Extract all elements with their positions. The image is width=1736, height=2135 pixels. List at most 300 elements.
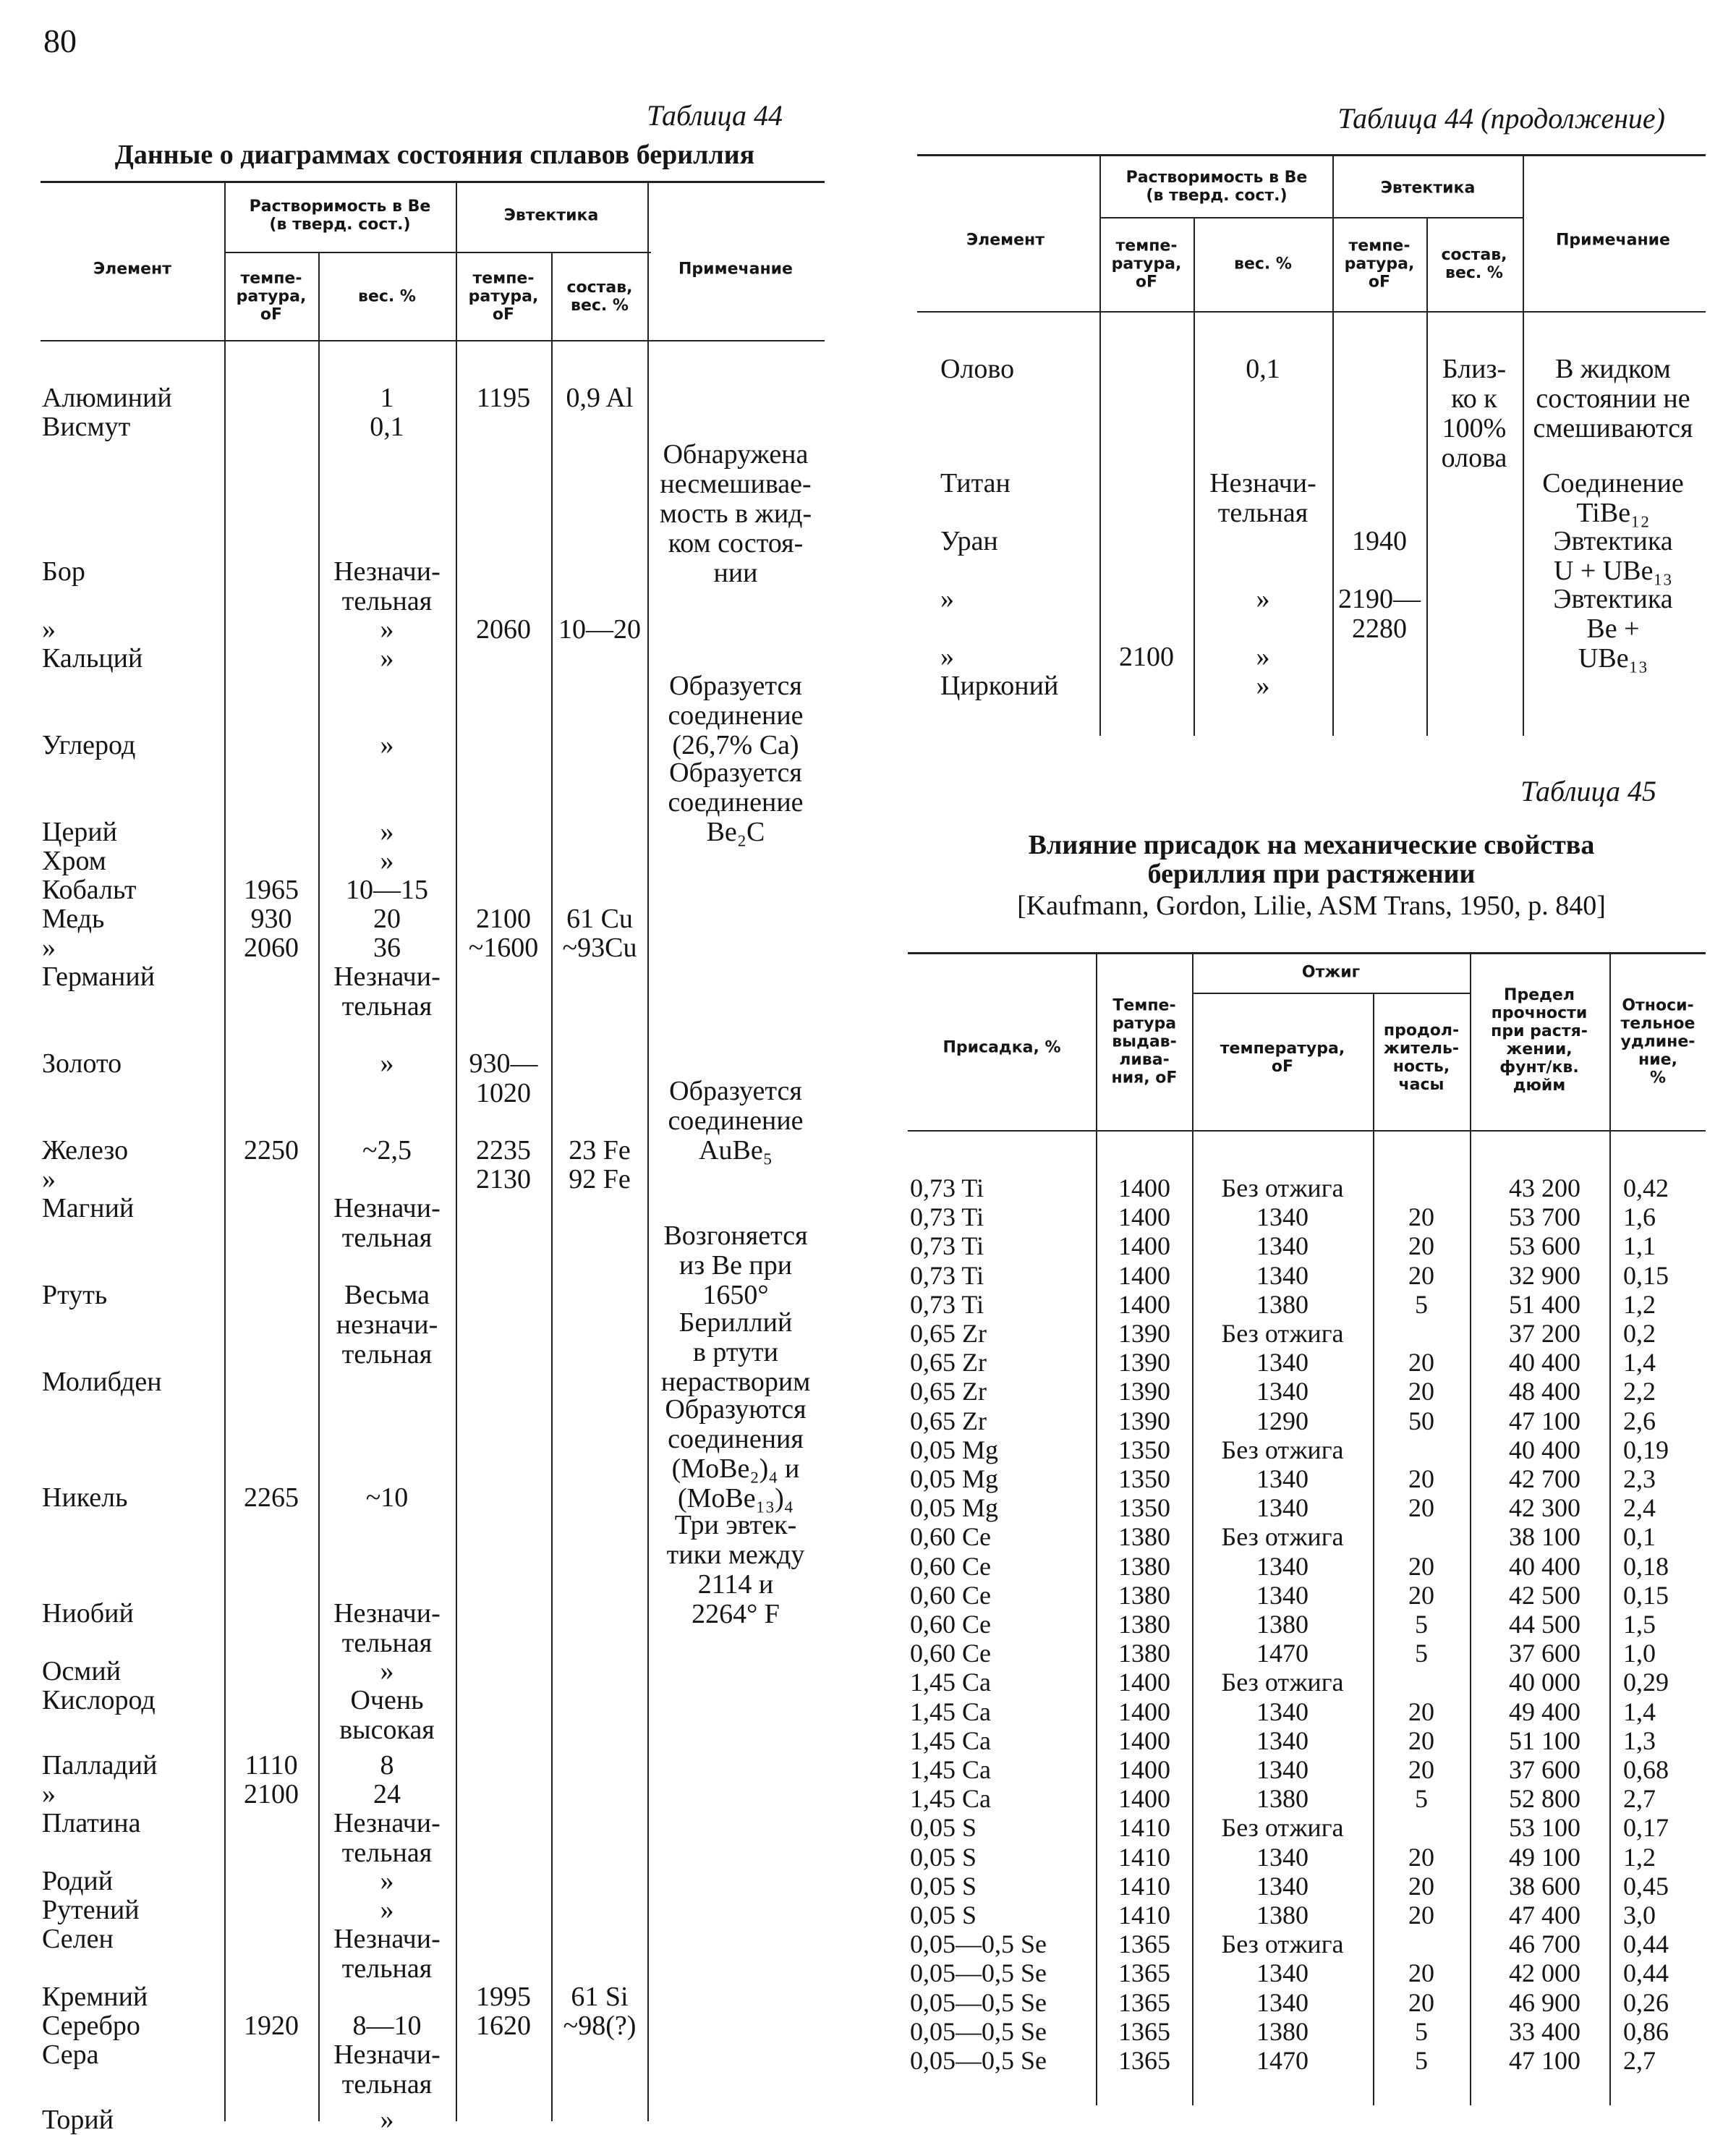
t44-element: » xyxy=(42,1164,56,1194)
t45-strength: 47 100 xyxy=(1509,1406,1580,1435)
t45-strength: 32 900 xyxy=(1509,1260,1580,1290)
t44-temp: 2060 xyxy=(244,933,299,963)
t45-elongation: 2,3 xyxy=(1623,1464,1656,1493)
t44c-header-eut-temp: темпе- ратура, oF xyxy=(1344,237,1415,292)
t45-additive: 0,05 S xyxy=(910,1901,977,1930)
t45-extrusion-temp: 1350 xyxy=(1118,1435,1170,1464)
t44-eut-comp: 10—20 xyxy=(558,614,641,645)
t45-elongation: 0,86 xyxy=(1623,2016,1669,2046)
t45-strength: 33 400 xyxy=(1509,2016,1580,2046)
t45-anneal-temp: Без отжига xyxy=(1221,1522,1344,1552)
t44c-temp: 2100 xyxy=(1119,642,1174,672)
t45-anneal-temp: Без отжига xyxy=(1221,1930,1344,1959)
t45-extrusion-temp: 1400 xyxy=(1118,1726,1170,1755)
t44-wt: Весьма незначи- тельная xyxy=(336,1280,438,1370)
t45-elongation: 1,4 xyxy=(1623,1697,1656,1726)
t45-strength: 53 600 xyxy=(1509,1231,1580,1261)
t44-element: Ниобий xyxy=(42,1598,134,1629)
t45-anneal-time: 20 xyxy=(1408,1580,1434,1610)
t45-anneal-time: 5 xyxy=(1415,2016,1428,2046)
t44c-top-rule xyxy=(917,154,1706,156)
t45-extrusion-temp: 1380 xyxy=(1118,1551,1170,1581)
t44-header-eutectic: Эвтектика xyxy=(503,206,599,225)
t45-elongation: 2,7 xyxy=(1623,2046,1656,2075)
t45-anneal-time: 5 xyxy=(1415,1639,1428,1668)
t44-element: Германий xyxy=(42,962,156,992)
t45-elongation: 2,2 xyxy=(1623,1377,1656,1406)
t45-elongation: 0,29 xyxy=(1623,1668,1669,1697)
t45-anneal-temp: 1340 xyxy=(1256,1842,1309,1872)
t44-element: Осмий xyxy=(42,1656,122,1686)
t45-extrusion-temp: 1365 xyxy=(1118,2016,1170,2046)
t45-additive: 0,73 Ti xyxy=(910,1289,984,1319)
t44-wt: ~2,5 xyxy=(362,1135,412,1166)
t44-vline-2 xyxy=(318,253,320,2121)
t44-wt: » xyxy=(380,730,394,760)
t44-note: Образуется соединение AuBe₅ xyxy=(668,1076,804,1166)
t44-vline-1 xyxy=(224,182,226,2121)
t45-extrusion-temp: 1410 xyxy=(1118,1842,1170,1872)
t45-extrusion-temp: 1410 xyxy=(1118,1901,1170,1930)
t45-extrusion-temp: 1400 xyxy=(1118,1289,1170,1319)
t45-anneal-time: 20 xyxy=(1408,1551,1434,1581)
t44-wt: » xyxy=(380,1866,394,1896)
t45-anneal-time: 5 xyxy=(1415,1610,1428,1639)
t45-strength: 51 400 xyxy=(1509,1289,1580,1319)
t45-extrusion-temp: 1400 xyxy=(1118,1668,1170,1697)
t45-extrusion-temp: 1390 xyxy=(1118,1406,1170,1435)
t44c-note: Эвтектика U + UBe₁₃ xyxy=(1553,526,1673,586)
t44-wt: » xyxy=(380,2105,394,2135)
t45-anneal-temp: 1340 xyxy=(1256,1697,1309,1726)
t44-wt: » xyxy=(380,846,394,876)
t44-header-wt: вес. % xyxy=(358,287,416,306)
t45-anneal-time: 20 xyxy=(1408,1260,1434,1290)
t45-anneal-temp: 1470 xyxy=(1256,1639,1309,1668)
t45-extrusion-temp: 1365 xyxy=(1118,1930,1170,1959)
t44-header-eut-comp: состав, вес. % xyxy=(566,279,633,315)
t44c-vline-5 xyxy=(1523,156,1524,736)
t44-eut-temp: ~1600 xyxy=(468,933,539,963)
t44-header-element: Элемент xyxy=(93,260,172,279)
t44c-element: » xyxy=(940,642,954,672)
t44-note: Бериллий в ртути нерастворим xyxy=(660,1307,811,1397)
t44-header-solubility: Растворимость в Be (в тверд. сост.) xyxy=(249,198,431,234)
t45-elongation: 3,0 xyxy=(1623,1901,1656,1930)
t45-anneal-time: 50 xyxy=(1408,1406,1434,1435)
t44-wt: Незначи- тельная xyxy=(333,2040,441,2100)
t44-temp: 930 xyxy=(250,904,292,934)
t45-additive: 0,73 Ti xyxy=(910,1173,984,1202)
t44c-element: Олово xyxy=(940,354,1015,384)
t45-extrusion-temp: 1380 xyxy=(1118,1522,1170,1552)
t45-strength: 46 700 xyxy=(1509,1930,1580,1959)
t44-element: Золото xyxy=(42,1048,122,1079)
table45-title-line2: бериллия при растяжении xyxy=(1147,859,1476,889)
t44-element: Платина xyxy=(42,1808,141,1838)
t44-note: Образуется соединение (26,7% Ca) xyxy=(668,671,804,760)
t45-elongation: 1,2 xyxy=(1623,1289,1656,1319)
t44-note: Образуется соединение Be₂C xyxy=(668,757,804,847)
t44-element: » xyxy=(42,933,56,963)
t45-vline-3 xyxy=(1373,994,1374,2105)
t45-elongation: 2,4 xyxy=(1623,1493,1656,1523)
t45-strength: 51 100 xyxy=(1509,1726,1580,1755)
t45-additive: 1,45 Ca xyxy=(910,1697,991,1726)
t44-eut-comp: 92 Fe xyxy=(569,1164,631,1194)
t45-anneal-temp: Без отжига xyxy=(1221,1319,1344,1348)
t44-wt: » xyxy=(380,1895,394,1925)
t44-wt: 8 xyxy=(380,1750,394,1780)
t45-top-rule xyxy=(908,952,1706,954)
t45-anneal-time: 5 xyxy=(1415,2046,1428,2075)
t45-extrusion-temp: 1390 xyxy=(1118,1348,1170,1378)
t44-eut-comp: 0,9 Al xyxy=(566,383,634,413)
t44c-header-eutectic: Эвтектика xyxy=(1380,179,1476,198)
t44-note: Возгоняется из Be при 1650° xyxy=(663,1221,808,1310)
t45-extrusion-temp: 1390 xyxy=(1118,1319,1170,1348)
t44-wt: Незначи- тельная xyxy=(333,1598,441,1658)
t44c-eut-temp: 1940 xyxy=(1352,526,1407,556)
t44-eut-temp: 2235 xyxy=(476,1135,531,1166)
t45-vline-1 xyxy=(1096,954,1097,2105)
t44-element: » xyxy=(42,614,56,645)
t45-elongation: 0,15 xyxy=(1623,1260,1669,1290)
t45-strength: 37 600 xyxy=(1509,1755,1580,1784)
t44-element: Никель xyxy=(42,1482,128,1513)
t44-wt: 0,1 xyxy=(370,412,404,442)
t45-anneal-temp: 1340 xyxy=(1256,1260,1309,1290)
t44c-header-element: Элемент xyxy=(966,231,1045,250)
t45-extrusion-temp: 1380 xyxy=(1118,1610,1170,1639)
t45-additive: 0,05—0,5 Se xyxy=(910,1958,1047,1988)
t45-additive: 0,65 Zr xyxy=(910,1319,987,1348)
t44-wt: Очень высокая xyxy=(339,1685,435,1745)
t45-elongation: 1,2 xyxy=(1623,1842,1656,1872)
t44-element: Палладий xyxy=(42,1750,158,1780)
t45-elongation: 1,6 xyxy=(1623,1202,1656,1232)
t45-anneal-time: 20 xyxy=(1408,1726,1434,1755)
t45-extrusion-temp: 1350 xyxy=(1118,1464,1170,1493)
t44c-header-note: Примечание xyxy=(1556,231,1670,250)
t45-strength: 43 200 xyxy=(1509,1173,1580,1202)
t44c-vline-3 xyxy=(1332,156,1334,736)
t45-strength: 42 300 xyxy=(1509,1493,1580,1523)
t44c-element: Цирконий xyxy=(940,671,1059,701)
t45-additive: 0,73 Ti xyxy=(910,1202,984,1232)
t45-additive: 1,45 Ca xyxy=(910,1668,991,1697)
t45-anneal-time: 5 xyxy=(1415,1289,1428,1319)
t44-element: Церий xyxy=(42,817,117,847)
t44c-note: Соединение TiBe₁₂ xyxy=(1542,468,1684,528)
t45-elongation: 1,0 xyxy=(1623,1639,1656,1668)
t45-elongation: 0,17 xyxy=(1623,1813,1669,1843)
t44-element: Висмут xyxy=(42,412,131,442)
t45-anneal-time: 20 xyxy=(1408,1348,1434,1378)
t44-header-note: Примечание xyxy=(678,260,793,279)
t45-strength: 42 500 xyxy=(1509,1580,1580,1610)
t44-eut-comp: ~93Cu xyxy=(562,933,637,963)
t44-wt: Незначи- тельная xyxy=(333,556,441,616)
t44-element: Кремний xyxy=(42,1982,148,2012)
t45-header-rule xyxy=(908,1130,1706,1132)
t45-elongation: 2,6 xyxy=(1623,1406,1656,1435)
t45-elongation: 0,26 xyxy=(1623,1987,1669,2017)
t45-elongation: 0,45 xyxy=(1623,1871,1669,1901)
t45-additive: 0,05 S xyxy=(910,1813,977,1843)
t45-anneal-temp: Без отжига xyxy=(1221,1435,1344,1464)
t44-temp: 1110 xyxy=(244,1750,298,1780)
t45-strength: 46 900 xyxy=(1509,1987,1580,2017)
t45-anneal-temp: 1340 xyxy=(1256,1464,1309,1493)
t45-additive: 0,05 Mg xyxy=(910,1435,999,1464)
table44-header-rule xyxy=(41,340,825,341)
t45-strength: 37 600 xyxy=(1509,1639,1580,1668)
t45-anneal-temp: 1290 xyxy=(1256,1406,1309,1435)
t45-strength: 42 000 xyxy=(1509,1958,1580,1988)
t44-wt: 8—10 xyxy=(352,2011,422,2041)
t45-additive: 0,05 Mg xyxy=(910,1464,999,1493)
t44-wt: Незначи- тельная xyxy=(333,1808,441,1868)
t44-wt: 10—15 xyxy=(346,875,428,905)
t45-anneal-time: 20 xyxy=(1408,1377,1434,1406)
table44-title: Данные о диаграммах состояния сплавов бериллия xyxy=(114,140,755,170)
t44c-wt: Незначи- тельная xyxy=(1209,468,1316,528)
t45-elongation: 0,18 xyxy=(1623,1551,1669,1581)
t45-additive: 0,05 S xyxy=(910,1871,977,1901)
page-number: 80 xyxy=(43,22,77,59)
t45-extrusion-temp: 1410 xyxy=(1118,1813,1170,1843)
t44-wt: 36 xyxy=(373,933,401,963)
t44-element: Кальций xyxy=(42,643,143,674)
t44-element: Магний xyxy=(42,1193,135,1223)
t45-anneal-temp: 1380 xyxy=(1256,1289,1309,1319)
t45-anneal-temp: 1340 xyxy=(1256,1202,1309,1232)
t44-note: Обнаружена несмешивае- мость в жид- ком состоя- нии xyxy=(659,439,812,588)
t44-wt: Незначи- тельная xyxy=(333,1924,441,1984)
t44-wt: Незначи- тельная xyxy=(333,962,441,1022)
t44-element: Серебро xyxy=(42,2011,140,2041)
t45-header-anneal-temp: температура, oF xyxy=(1220,1040,1345,1076)
t45-strength: 47 100 xyxy=(1509,2046,1580,2075)
t45-additive: 0,05—0,5 Se xyxy=(910,2016,1047,2046)
t44-note: Образуются соединения (MoBe₂)₄ и (MoBe₁₃)₄ xyxy=(665,1394,807,1514)
t44-element: Бор xyxy=(42,556,85,587)
t44-vline-4 xyxy=(551,253,553,2121)
t45-anneal-temp: 1340 xyxy=(1256,1231,1309,1261)
t44-eut-temp: 2100 xyxy=(476,904,531,934)
t44c-group-rule xyxy=(1099,217,1523,218)
t44-eut-comp: 23 Fe xyxy=(569,1135,631,1166)
t45-vline-4 xyxy=(1470,954,1471,2105)
t44-element: Железо xyxy=(42,1135,129,1166)
t45-additive: 0,60 Ce xyxy=(910,1639,991,1668)
t44-element: Селен xyxy=(42,1924,114,1954)
t44-element: Ртуть xyxy=(42,1280,108,1310)
t44-element: Рутений xyxy=(42,1895,140,1925)
t45-strength: 42 700 xyxy=(1509,1464,1580,1493)
t45-extrusion-temp: 1410 xyxy=(1118,1871,1170,1901)
t44-element: Углерод xyxy=(42,730,136,760)
t44-element: Сера xyxy=(42,2040,99,2070)
t45-anneal-temp: 1340 xyxy=(1256,1755,1309,1784)
t45-elongation: 0,44 xyxy=(1623,1958,1669,1988)
t45-header-extrusion: Темпе- ратура выдав- лива- ния, oF xyxy=(1111,996,1178,1087)
t45-additive: 0,60 Ce xyxy=(910,1610,991,1639)
t45-header-anneal-time: продол- житель- ность, часы xyxy=(1383,1022,1460,1094)
t45-additive: 0,73 Ti xyxy=(910,1260,984,1290)
t44-wt: » xyxy=(380,614,394,645)
t45-elongation: 0,2 xyxy=(1623,1319,1656,1348)
t45-anneal-time: 20 xyxy=(1408,1842,1434,1872)
t45-anneal-time: 20 xyxy=(1408,1755,1434,1784)
t44-temp: 1920 xyxy=(244,2011,299,2041)
t44-element: Кислород xyxy=(42,1685,156,1715)
t45-anneal-temp: 1340 xyxy=(1256,1958,1309,1988)
t45-anneal-temp: 1340 xyxy=(1256,1987,1309,2017)
t45-additive: 0,05 S xyxy=(910,1842,977,1872)
t45-additive: 1,45 Ca xyxy=(910,1755,991,1784)
t44c-element: » xyxy=(940,584,954,614)
t45-elongation: 0,1 xyxy=(1623,1522,1656,1552)
t44c-element: Уран xyxy=(940,526,998,556)
t45-extrusion-temp: 1400 xyxy=(1118,1784,1170,1814)
t44-element: Молибден xyxy=(42,1367,162,1397)
t45-anneal-time: 5 xyxy=(1415,1784,1428,1814)
t45-vline-5 xyxy=(1609,954,1611,2105)
t44-wt: ~10 xyxy=(365,1482,409,1513)
t45-strength: 40 400 xyxy=(1509,1551,1580,1581)
t44-wt: » xyxy=(380,1656,394,1686)
t44-wt: » xyxy=(380,643,394,674)
t45-anneal-temp: 1380 xyxy=(1256,2016,1309,2046)
t45-anneal-temp: 1340 xyxy=(1256,1726,1309,1755)
table44cont-caption: Таблица 44 (продолжение) xyxy=(1337,102,1665,135)
t44-wt: 1 xyxy=(380,383,394,413)
t44c-element: Титан xyxy=(940,468,1010,498)
t44-element: Торий xyxy=(42,2105,114,2135)
t45-additive: 0,60 Ce xyxy=(910,1522,991,1552)
t45-extrusion-temp: 1400 xyxy=(1118,1697,1170,1726)
t45-anneal-temp: 1340 xyxy=(1256,1871,1309,1901)
t45-strength: 49 400 xyxy=(1509,1697,1580,1726)
t44-header-eut-temp: темпе- ратура, oF xyxy=(468,269,539,324)
t45-extrusion-temp: 1390 xyxy=(1118,1377,1170,1406)
t44-temp: 2250 xyxy=(244,1135,299,1166)
t44c-note: В жидком состоянии не смешиваются xyxy=(1533,354,1693,443)
t44-eut-comp: 61 Si xyxy=(571,1982,629,2012)
t45-extrusion-temp: 1365 xyxy=(1118,2046,1170,2075)
t45-strength: 53 100 xyxy=(1509,1813,1580,1843)
t45-additive: 1,45 Ca xyxy=(910,1784,991,1814)
t45-additive: 0,60 Ce xyxy=(910,1580,991,1610)
t45-anneal-time: 20 xyxy=(1408,1958,1434,1988)
t45-strength: 40 400 xyxy=(1509,1348,1580,1378)
t44c-wt: 0,1 xyxy=(1246,354,1280,384)
t44-vline-3 xyxy=(456,182,457,2121)
t44-temp: 2100 xyxy=(244,1779,299,1809)
t44-element: Кобальт xyxy=(42,875,137,905)
t44c-vline-2 xyxy=(1194,218,1195,736)
t44-eut-temp: 1195 xyxy=(476,383,531,413)
t44c-eut-comp: Близ- ко к 100% олова xyxy=(1441,354,1507,473)
t44-eut-temp: 2130 xyxy=(476,1164,531,1194)
t45-additive: 0,65 Zr xyxy=(910,1406,987,1435)
table44-caption: Таблица 44 xyxy=(647,99,783,132)
t45-strength: 53 700 xyxy=(1509,1202,1580,1232)
t44c-header-eut-comp: состав, вес. % xyxy=(1441,246,1507,282)
t44c-wt: » xyxy=(1256,671,1270,701)
t45-anneal-time: 20 xyxy=(1408,1697,1434,1726)
table44-top-rule xyxy=(41,181,825,183)
t45-additive: 0,65 Zr xyxy=(910,1348,987,1378)
t45-strength: 38 600 xyxy=(1509,1871,1580,1901)
t45-header-additive: Присадка, % xyxy=(943,1038,1061,1057)
t45-elongation: 1,5 xyxy=(1623,1610,1656,1639)
t45-extrusion-temp: 1400 xyxy=(1118,1231,1170,1261)
t45-additive: 0,05—0,5 Se xyxy=(910,1987,1047,2017)
t45-anneal-temp: Без отжига xyxy=(1221,1668,1344,1697)
t44c-wt: » xyxy=(1256,584,1270,614)
t45-additive: 0,73 Ti xyxy=(910,1231,984,1261)
t45-strength: 40 000 xyxy=(1509,1668,1580,1697)
t45-anneal-temp: Без отжига xyxy=(1221,1813,1344,1843)
table45-caption: Таблица 45 xyxy=(1520,775,1656,807)
t44-temp: 2265 xyxy=(244,1482,299,1513)
t44c-header-rule xyxy=(917,311,1706,313)
t45-elongation: 0,42 xyxy=(1623,1173,1669,1202)
t44c-note: Эвтектика Be + UBe₁₃ xyxy=(1553,584,1673,674)
t45-anneal-time: 20 xyxy=(1408,1871,1434,1901)
t45-header-anneal: Отжиг xyxy=(1301,963,1361,982)
t45-anneal-temp: 1340 xyxy=(1256,1377,1309,1406)
t45-strength: 44 500 xyxy=(1509,1610,1580,1639)
t45-elongation: 1,4 xyxy=(1623,1348,1656,1378)
t45-strength: 40 400 xyxy=(1509,1435,1580,1464)
t44-eut-temp: 1620 xyxy=(476,2011,531,2041)
t45-additive: 0,60 Ce xyxy=(910,1551,991,1581)
t45-strength: 52 800 xyxy=(1509,1784,1580,1814)
t45-extrusion-temp: 1400 xyxy=(1118,1202,1170,1232)
t44c-wt: » xyxy=(1256,642,1270,672)
t45-elongation: 0,44 xyxy=(1623,1930,1669,1959)
t44-eut-temp: 2060 xyxy=(476,614,531,645)
t44-eut-temp: 1995 xyxy=(476,1982,531,2012)
t44-wt: Незначи- тельная xyxy=(333,1193,441,1253)
t45-strength: 37 200 xyxy=(1509,1319,1580,1348)
t45-extrusion-temp: 1380 xyxy=(1118,1580,1170,1610)
t44-element: » xyxy=(42,1779,56,1809)
t45-anneal-temp: 1470 xyxy=(1256,2046,1309,2075)
t45-elongation: 0,68 xyxy=(1623,1755,1669,1784)
table44-group-rule xyxy=(224,252,651,253)
t45-anneal-time: 20 xyxy=(1408,1987,1434,2017)
t44c-header-wt: вес. % xyxy=(1234,255,1292,273)
t45-extrusion-temp: 1400 xyxy=(1118,1260,1170,1290)
t45-elongation: 0,15 xyxy=(1623,1580,1669,1610)
t45-elongation: 0,19 xyxy=(1623,1435,1669,1464)
t45-additive: 0,05—0,5 Se xyxy=(910,1930,1047,1959)
t44-temp: 1965 xyxy=(244,875,299,905)
t44-eut-temp: 930— 1020 xyxy=(469,1048,538,1108)
t45-header-elong: Относи- тельное удлине- ние, % xyxy=(1620,996,1695,1087)
t45-anneal-time: 20 xyxy=(1408,1901,1434,1930)
t45-strength: 49 100 xyxy=(1509,1842,1580,1872)
t45-elongation: 2,7 xyxy=(1623,1784,1656,1814)
table45-title-line1: Влияние присадок на механические свойства xyxy=(1028,830,1595,860)
t45-anneal-temp: 1340 xyxy=(1256,1551,1309,1581)
table45-source: [Kaufmann, Gordon, Lilie, ASM Trans, 1950, p. 840] xyxy=(1017,891,1606,921)
